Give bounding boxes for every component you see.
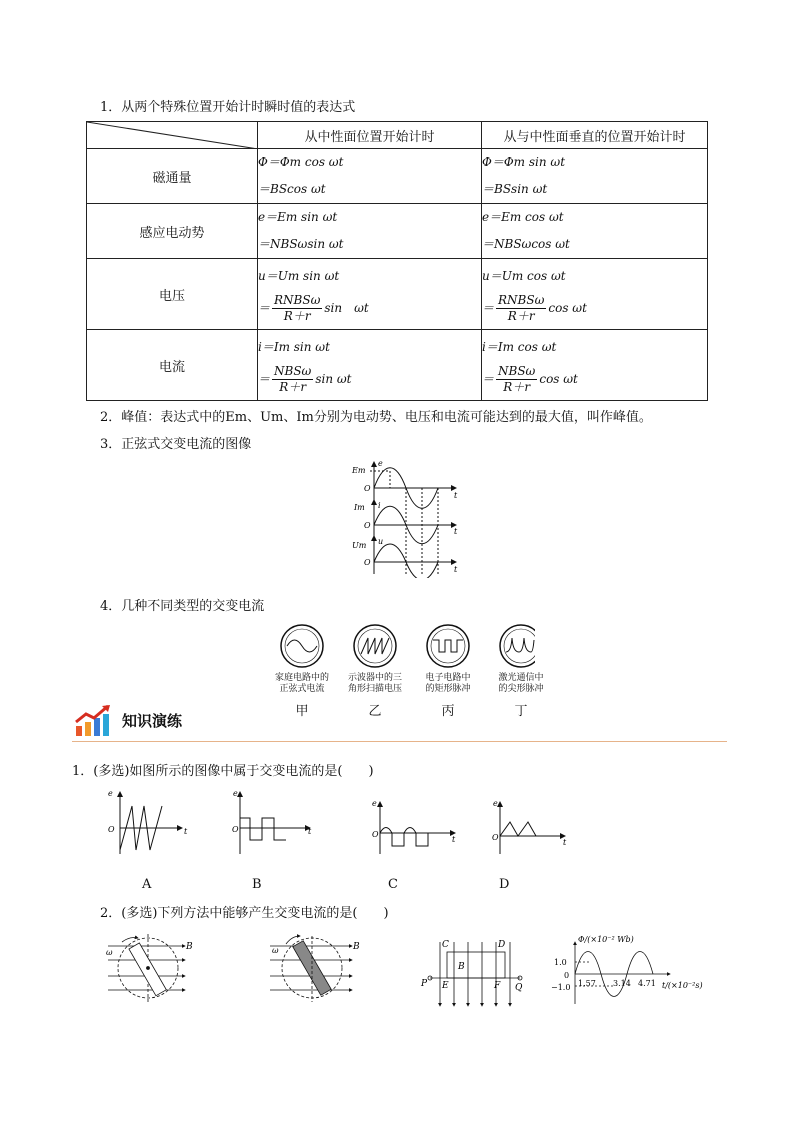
cell-emf-neutral: e＝Em sin ωt ＝NBSωsin ωt xyxy=(258,204,482,259)
heading-4: 4．几种不同类型的交变电流 xyxy=(100,599,265,614)
svg-text:Im: Im xyxy=(354,503,365,512)
svg-text:t: t xyxy=(454,527,458,536)
svg-text:P: P xyxy=(421,979,428,989)
svg-text:ω: ω xyxy=(106,948,113,957)
cell-voltage-neutral: u＝Um sin ωt ＝ $\frac{\text{RNBSω}}{R+r}$ sin ωt xyxy=(258,259,482,330)
svg-text:t: t xyxy=(454,565,458,574)
type-label-bing: 电子电路中 的矩形脉冲 xyxy=(425,673,471,694)
sinusoid-graphs xyxy=(350,458,470,578)
row-label-flux: 磁通量 xyxy=(87,149,258,204)
row-label-emf: 感应电动势 xyxy=(87,204,258,259)
svg-text:0: 0 xyxy=(564,971,570,980)
svg-text:1.57: 1.57 xyxy=(578,979,596,988)
paragraph-2: 2．峰值：表达式中的Em、Um、Im分别为电动势、电压和电流可能达到的最大值，叫作峰值。 xyxy=(100,410,652,425)
svg-text:3.14: 3.14 xyxy=(613,979,631,988)
row-label-voltage: 电压 xyxy=(87,259,258,330)
type-label-jia: 家庭电路中的 正弦式电流 xyxy=(274,673,329,694)
svg-text:ω: ω xyxy=(272,946,279,955)
section-title: 知识演练 xyxy=(122,712,183,730)
svg-text:e: e xyxy=(378,459,383,468)
svg-text:t/(×10⁻²s): t/(×10⁻²s) xyxy=(662,981,703,990)
option-c[interactable]: C xyxy=(388,877,398,892)
cell-current-perp: i＝Im cos ωt ＝ $\frac{\text{NBSω}}{R+r}$ cos ωt xyxy=(482,330,708,401)
svg-text:O: O xyxy=(232,825,239,834)
q1-graphs xyxy=(100,788,580,858)
caption-ding: 丁 xyxy=(514,704,528,719)
svg-text:i: i xyxy=(378,501,381,510)
q2-figures xyxy=(100,928,730,1008)
svg-text:t: t xyxy=(452,835,456,844)
section-divider xyxy=(72,741,727,742)
svg-text:B: B xyxy=(353,942,360,952)
svg-text:e: e xyxy=(493,799,498,808)
heading-1: 1．从两个特殊位置开始计时瞬时值的表达式 xyxy=(100,100,356,115)
diagonal-line xyxy=(87,122,258,149)
svg-text:e: e xyxy=(108,789,113,798)
option-b[interactable]: B xyxy=(252,877,262,892)
svg-text:Φ/(×10⁻² Wb): Φ/(×10⁻² Wb) xyxy=(578,935,634,944)
svg-text:B: B xyxy=(458,962,465,972)
svg-text:O: O xyxy=(364,558,371,567)
col-header-perpendicular: 从与中性面垂直的位置开始计时 xyxy=(482,122,708,149)
caption-bing: 丙 xyxy=(441,704,455,719)
svg-text:O: O xyxy=(364,484,371,493)
row-label-current: 电流 xyxy=(87,330,258,401)
cell-flux-neutral: Φ＝Φm cos ωt ＝BScos ωt xyxy=(258,149,482,204)
current-type-icons xyxy=(275,622,535,672)
caption-jia: 甲 xyxy=(295,704,309,719)
svg-text:4.71: 4.71 xyxy=(638,979,656,988)
svg-text:t: t xyxy=(454,491,458,500)
cell-voltage-perp: u＝Um cos ωt ＝ $\frac{\text{RNBSω}}{R+r}$ cos ωt xyxy=(482,259,708,330)
svg-text:−1.0: −1.0 xyxy=(551,983,571,992)
svg-text:Q: Q xyxy=(515,983,523,993)
svg-text:t: t xyxy=(308,827,312,836)
svg-text:O: O xyxy=(492,833,499,842)
cell-current-neutral: i＝Im sin ωt ＝ $\frac{\text{NBSω}}{R+r}$ sin ωt xyxy=(258,330,482,401)
svg-text:O: O xyxy=(372,830,379,839)
question-2: 2．(多选)下列方法中能够产生交变电流的是( ) xyxy=(100,906,389,921)
svg-text:O: O xyxy=(108,825,115,834)
svg-text:e: e xyxy=(233,789,238,798)
svg-text:e: e xyxy=(372,799,377,808)
table-corner xyxy=(87,122,258,149)
svg-text:D: D xyxy=(498,940,506,950)
svg-text:B: B xyxy=(186,942,193,952)
question-1: 1．(多选)如图所示的图像中属于交变电流的是( ) xyxy=(72,764,374,779)
type-label-ding: 激光通信中 的尖形脉冲 xyxy=(498,673,544,694)
caption-yi: 乙 xyxy=(368,704,382,719)
type-label-yi: 示波器中的三 角形扫描电压 xyxy=(347,673,402,694)
cell-flux-perp: Φ＝Φm sin ωt ＝BSsin ωt xyxy=(482,149,708,204)
col-header-neutral: 从中性面位置开始计时 xyxy=(258,122,482,149)
svg-text:Em: Em xyxy=(352,466,366,475)
option-a[interactable]: A xyxy=(142,877,152,892)
expression-table xyxy=(86,121,708,401)
cell-emf-perp: e＝Em cos ωt ＝NBSωcos ωt xyxy=(482,204,708,259)
chart-growth-icon xyxy=(74,704,114,738)
heading-3: 3．正弦式交变电流的图像 xyxy=(100,437,252,452)
svg-text:C: C xyxy=(442,940,449,950)
svg-text:Um: Um xyxy=(352,541,367,550)
svg-text:F: F xyxy=(494,981,501,991)
svg-text:t: t xyxy=(184,827,188,836)
svg-text:t: t xyxy=(563,838,567,847)
svg-text:O: O xyxy=(364,521,371,530)
svg-text:u: u xyxy=(378,537,384,546)
option-d[interactable]: D xyxy=(499,877,510,892)
svg-text:E: E xyxy=(442,981,449,991)
svg-text:1.0: 1.0 xyxy=(554,958,567,967)
